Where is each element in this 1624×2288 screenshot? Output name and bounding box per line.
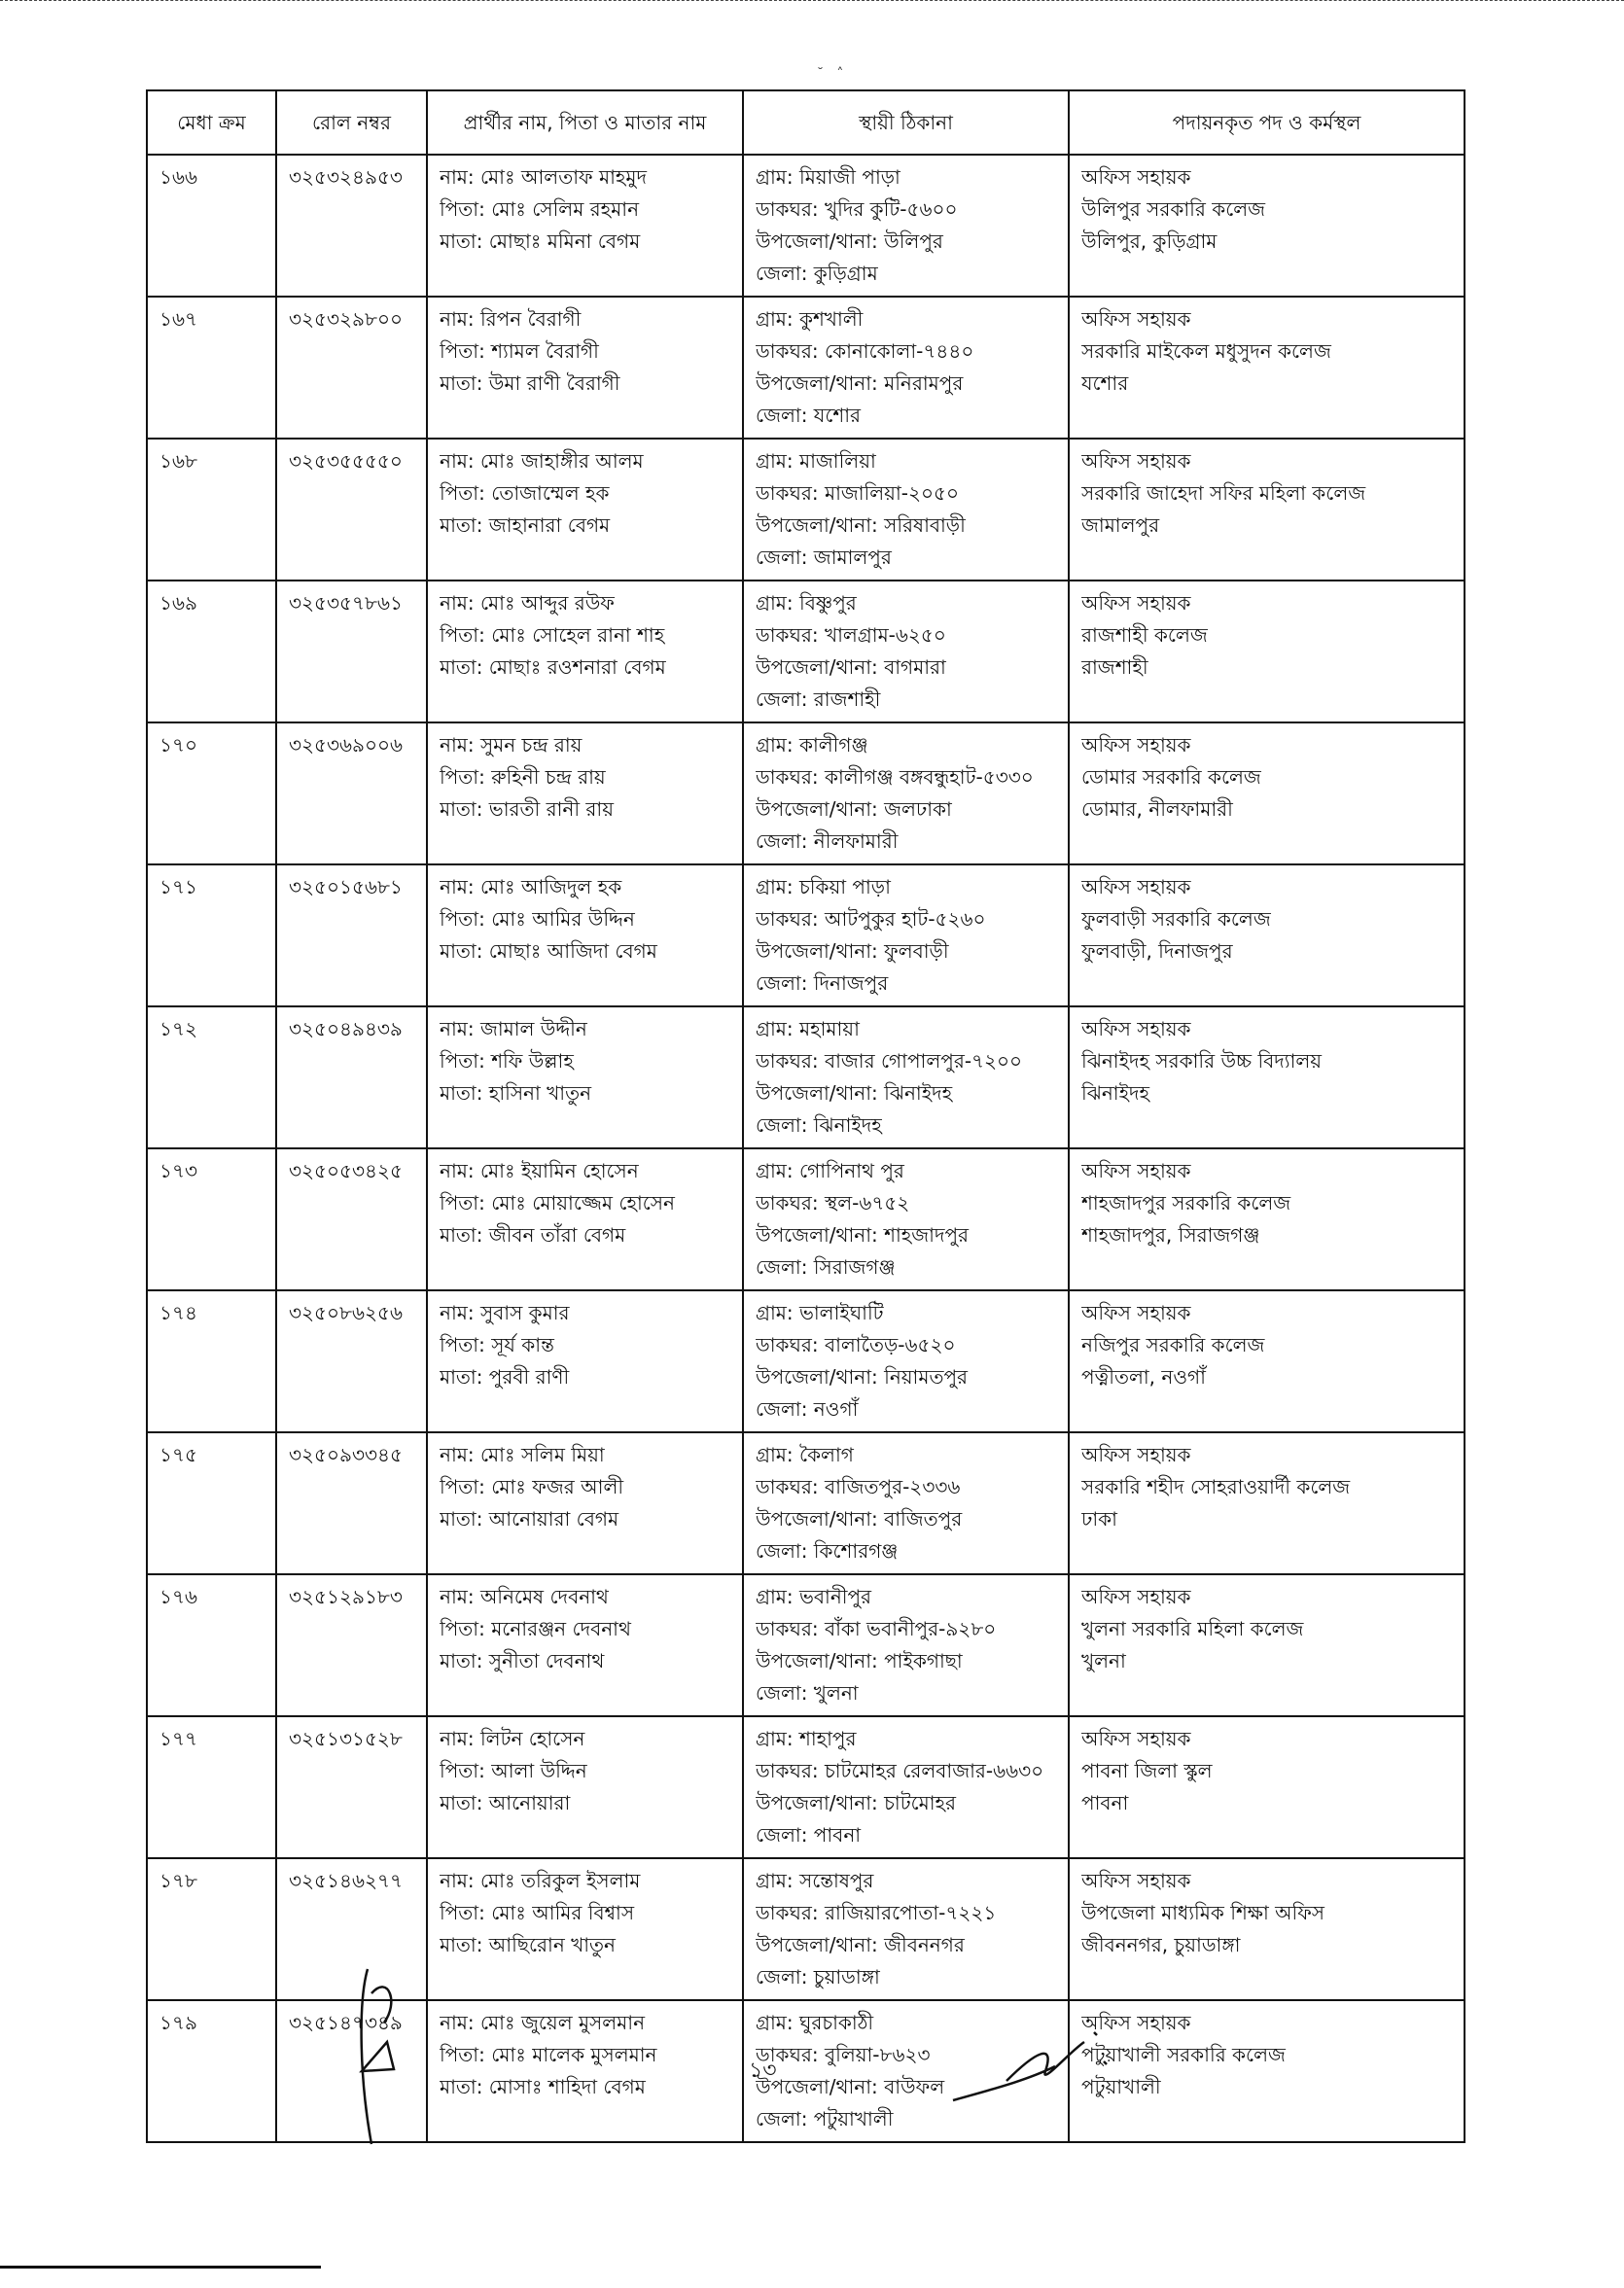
posting-line: অফিস সহায়ক	[1081, 591, 1191, 615]
posting-line: অফিস সহায়ক	[1081, 2011, 1191, 2034]
address-line: জেলা: দিনাজপুর	[756, 971, 889, 995]
name-cell	[427, 1574, 743, 1716]
name-line: নাম: মোঃ জাহাঙ্গীর আলম	[440, 449, 644, 473]
address-line: গ্রাম: কৈলাগ	[756, 1443, 854, 1466]
name-line: মাতা: আনোয়ারা বেগম	[440, 1507, 619, 1531]
posting-line: যশোর	[1081, 371, 1129, 395]
posting-cell	[1069, 439, 1465, 581]
roll-cell: ৩২৫৩৫৫৫৫০	[276, 439, 427, 581]
address-line: জেলা: নওগাঁ	[756, 1397, 859, 1421]
address-line: গ্রাম: মাজালিয়া	[756, 449, 876, 473]
posting-line: ঢাকা	[1081, 1507, 1117, 1531]
merit-cell: ১৭৯	[147, 2000, 276, 2142]
name-line: মাতা: আছিরোন খাতুন	[440, 1933, 616, 1956]
name-line: মাতা: উমা রাণী বৈরাগী	[440, 371, 620, 395]
posting-cell	[1069, 2000, 1465, 2142]
name-line: মাতা: জীবন তাঁরা বেগম	[440, 1223, 626, 1247]
name-line: নাম: সুমন চন্দ্র রায়	[440, 733, 583, 757]
name-line: পিতা: সূর্য কান্ত	[440, 1333, 554, 1356]
posting-line: সরকারি শহীদ সোহরাওয়ার্দী কলেজ	[1081, 1475, 1351, 1498]
posting-line: পটুয়াখালী	[1081, 2075, 1161, 2098]
name-line: পিতা: মোঃ সেলিম রহমান	[440, 197, 640, 221]
posting-line: রাজশাহী কলেজ	[1081, 623, 1208, 647]
roll-cell: ৩২৫৩২৯৮০০	[276, 297, 427, 439]
header-row	[147, 90, 1465, 155]
address-cell	[743, 1006, 1069, 1148]
address-line: জেলা: চুয়াডাঙ্গা	[756, 1965, 880, 1989]
posting-line: পটুয়াখালী সরকারি কলেজ	[1081, 2043, 1286, 2066]
posting-line: পাবনা জিলা স্কুল	[1081, 1759, 1213, 1782]
name-cell	[427, 1716, 743, 1858]
name-line: পিতা: মোঃ ফজর আলী	[440, 1475, 624, 1498]
address-line: জেলা: ঝিনাইদহ	[756, 1113, 882, 1137]
posting-cell	[1069, 1858, 1465, 2000]
address-cell	[743, 1290, 1069, 1432]
address-cell	[743, 1574, 1069, 1716]
posting-cell	[1069, 1290, 1465, 1432]
name-line: নাম: মোঃ জুয়েল মুসলমান	[440, 2011, 646, 2034]
merit-cell: ১৭৮	[147, 1858, 276, 2000]
posting-line: শাহজাদপুর সরকারি কলেজ	[1081, 1191, 1291, 1214]
posting-line: ডোমার, নীলফামারী	[1081, 797, 1233, 821]
header-address: স্থায়ী ঠিকানা	[743, 90, 1069, 155]
name-cell	[427, 155, 743, 297]
address-line: উপজেলা/থানা: বাগমারা	[756, 655, 946, 679]
address-line: ডাকঘর: কোনাকোলা-৭৪৪০	[756, 339, 974, 363]
roll-cell: ৩২৫০৪৯৪৩৯	[276, 1006, 427, 1148]
address-line: উপজেলা/থানা: শাহজাদপুর	[756, 1223, 970, 1247]
posting-line: উলিপুর সরকারি কলেজ	[1081, 197, 1266, 221]
signature-left	[350, 1964, 418, 2154]
address-cell	[743, 439, 1069, 581]
name-line: মাতা: ভারতী রানী রায়	[440, 797, 614, 821]
posting-line: ফুলবাড়ী সরকারি কলেজ	[1081, 907, 1271, 931]
address-line: উপজেলা/থানা: জীবননগর	[756, 1933, 965, 1956]
posting-line: শাহজাদপুর, সিরাজগঞ্জ	[1081, 1223, 1260, 1247]
name-line: মাতা: আনোয়ারা	[440, 1791, 571, 1814]
address-line: উপজেলা/থানা: সরিষাবাড়ী	[756, 513, 966, 537]
posting-line: খুলনা সরকারি মহিলা কলেজ	[1081, 1617, 1304, 1640]
name-line: নাম: মোঃ সলিম মিয়া	[440, 1443, 605, 1466]
table-row	[147, 1432, 1465, 1574]
address-line: উপজেলা/থানা: পাইকগাছা	[756, 1649, 963, 1672]
posting-line: জামালপুর	[1081, 513, 1160, 537]
posting-line: পাবনা	[1081, 1791, 1129, 1814]
merit-cell: ১৬৮	[147, 439, 276, 581]
scan-specks: ˘ ˄	[817, 66, 844, 82]
posting-line: অফিস সহায়ক	[1081, 1017, 1191, 1040]
address-line: গ্রাম: ভালাইঘাটি	[756, 1301, 884, 1324]
address-line: গ্রাম: গোপিনাথ পুর	[756, 1159, 904, 1182]
name-cell	[427, 439, 743, 581]
posting-line: সরকারি মাইকেল মধুসুদন কলেজ	[1081, 339, 1331, 363]
address-line: ডাকঘর: বাজার গোপালপুর-৭২০০	[756, 1049, 1023, 1073]
address-line: জেলা: পাবনা	[756, 1823, 862, 1847]
roll-cell: ৩২৫০১৫৬৮১	[276, 864, 427, 1006]
address-line: উপজেলা/থানা: জলঢাকা	[756, 797, 952, 821]
address-line: ডাকঘর: বুলিয়া-৮৬২৩	[756, 2043, 931, 2066]
address-line: ডাকঘর: চাটমোহর রেলবাজার-৬৬৩০	[756, 1759, 1044, 1782]
address-cell	[743, 581, 1069, 722]
name-line: মাতা: হাসিনা খাতুন	[440, 1081, 592, 1105]
posting-line: উলিপুর, কুড়িগ্রাম	[1081, 229, 1218, 253]
address-line: জেলা: যশোর	[756, 404, 861, 427]
name-line: মাতা: মোছাঃ আজিদা বেগম	[440, 939, 657, 963]
header-posting: পদায়নকৃত পদ ও কর্মস্থল	[1069, 90, 1465, 155]
posting-line: অফিস সহায়ক	[1081, 1869, 1191, 1892]
table-row	[147, 722, 1465, 864]
table-row	[147, 1148, 1465, 1290]
address-cell	[743, 864, 1069, 1006]
table-row	[147, 581, 1465, 722]
address-cell	[743, 722, 1069, 864]
name-line: মাতা: সুনীতা দেবনাথ	[440, 1649, 605, 1672]
posting-line: সরকারি জাহেদা সফির মহিলা কলেজ	[1081, 481, 1366, 505]
roll-cell: ৩২৫০৯৩৩৪৫	[276, 1432, 427, 1574]
posting-cell	[1069, 722, 1465, 864]
name-cell	[427, 1148, 743, 1290]
merit-cell: ১৭৬	[147, 1574, 276, 1716]
name-line: মাতা: জাহানারা বেগম	[440, 513, 611, 537]
roll-cell: ৩২৫৩৬৯০০৬	[276, 722, 427, 864]
address-line: ডাকঘর: বাঁকা ভবানীপুর-৯২৮০	[756, 1617, 997, 1640]
address-line: জেলা: খুলনা	[756, 1681, 859, 1705]
posting-line: অফিস সহায়ক	[1081, 449, 1191, 473]
roll-cell: ৩২৫১৪৬২৭৭	[276, 1858, 427, 2000]
address-line: গ্রাম: সন্তোষপুর	[756, 1869, 874, 1892]
address-cell	[743, 1716, 1069, 1858]
address-line: উপজেলা/থানা: চাটমোহর	[756, 1791, 957, 1814]
name-line: পিতা: মোঃ আমির উদ্দিন	[440, 907, 635, 931]
posting-line: নজিপুর সরকারি কলেজ	[1081, 1333, 1265, 1356]
name-line: নাম: মোঃ আলতাফ মাহমুদ	[440, 165, 648, 189]
address-line: ডাকঘর: মাজালিয়া-২০৫০	[756, 481, 959, 505]
name-line: পিতা: মোঃ মালেক মুসলমান	[440, 2043, 657, 2066]
header-name: প্রার্থীর নাম, পিতা ও মাতার নাম	[427, 90, 743, 155]
address-line: জেলা: নীলফামারী	[756, 829, 899, 853]
name-line: পিতা: মোঃ মোয়াজ্জেম হোসেন	[440, 1191, 675, 1214]
address-cell	[743, 1432, 1069, 1574]
table-row	[147, 1006, 1465, 1148]
posting-cell	[1069, 581, 1465, 722]
posting-cell	[1069, 1006, 1465, 1148]
merit-cell: ১৭৭	[147, 1716, 276, 1858]
posting-cell	[1069, 1716, 1465, 1858]
name-cell	[427, 1432, 743, 1574]
roll-cell: ৩২৫১৩১৫২৮	[276, 1716, 427, 1858]
candidate-table	[146, 89, 1465, 2143]
address-line: ডাকঘর: রাজিয়ারপোতা-৭২২১	[756, 1901, 997, 1924]
name-line: পিতা: মোঃ সোহেল রানা শাহ	[440, 623, 665, 647]
name-line: নাম: মোঃ ইয়ামিন হোসেন	[440, 1159, 639, 1182]
posting-line: অফিস সহায়ক	[1081, 1585, 1191, 1608]
posting-line: পত্নীতলা, নওগাঁ	[1081, 1365, 1206, 1389]
posting-line: অফিস সহায়ক	[1081, 1443, 1191, 1466]
posting-line: রাজশাহী	[1081, 655, 1148, 679]
address-line: গ্রাম: কুশখালী	[756, 307, 864, 331]
address-line: গ্রাম: মহামায়া	[756, 1017, 860, 1040]
address-cell	[743, 1148, 1069, 1290]
address-line: ডাকঘর: বাজিতপুর-২৩৩৬	[756, 1475, 961, 1498]
merit-cell: ১৬৬	[147, 155, 276, 297]
address-line: ডাকঘর: আটপুকুর হাট-৫২৬০	[756, 907, 986, 931]
roll-cell: ৩২৫৩২৪৯৫৩	[276, 155, 427, 297]
name-line: নাম: মোঃ আব্দুর রউফ	[440, 591, 615, 615]
address-line: উপজেলা/থানা: নিয়ামতপুর	[756, 1365, 969, 1389]
name-line: মাতা: মোছাঃ রওশনারা বেগম	[440, 655, 666, 679]
table-row	[147, 864, 1465, 1006]
table-row	[147, 1574, 1465, 1716]
posting-cell	[1069, 1574, 1465, 1716]
roll-cell: ৩২৫৩৫৭৮৬১	[276, 581, 427, 722]
address-cell	[743, 155, 1069, 297]
posting-line: ঝিনাইদহ সরকারি উচ্চ বিদ্যালয়	[1081, 1049, 1323, 1073]
name-line: নাম: মোঃ তরিকুল ইসলাম	[440, 1869, 641, 1892]
posting-line: অফিস সহায়ক	[1081, 733, 1191, 757]
posting-line: জীবননগর, চুয়াডাঙ্গা	[1081, 1933, 1241, 1956]
roll-cell: ৩২৫১২৯১৮৩	[276, 1574, 427, 1716]
address-line: ডাকঘর: কালীগঞ্জ বঙ্গবন্ধুহাট-৫৩৩০	[756, 765, 1034, 789]
name-line: পিতা: শফি উল্লাহ	[440, 1049, 574, 1073]
table-row	[147, 1290, 1465, 1432]
address-line: জেলা: সিরাজগঞ্জ	[756, 1255, 896, 1279]
name-cell	[427, 2000, 743, 2142]
address-line: ডাকঘর: বালাতৈড়-৬৫২০	[756, 1333, 956, 1356]
address-line: ডাকঘর: খুদির কুটি-৫৬০০	[756, 197, 958, 221]
name-line: মাতা: পুরবী রাণী	[440, 1365, 570, 1389]
name-line: পিতা: শ্যামল বৈরাগী	[440, 339, 599, 363]
posting-line: ঝিনাইদহ	[1081, 1081, 1150, 1105]
address-line: গ্রাম: কালীগঞ্জ	[756, 733, 868, 757]
posting-cell	[1069, 1148, 1465, 1290]
posting-cell	[1069, 297, 1465, 439]
table-row	[147, 297, 1465, 439]
name-line: নাম: মোঃ আজিদুল হক	[440, 875, 622, 898]
header-roll: রোল নম্বর	[276, 90, 427, 155]
scan-edge-bottom	[0, 2266, 321, 2274]
merit-cell: ১৭২	[147, 1006, 276, 1148]
posting-line: খুলনা	[1081, 1649, 1126, 1672]
name-cell	[427, 297, 743, 439]
name-line: মাতা: মোছাঃ মমিনা বেগম	[440, 229, 641, 253]
address-line: জেলা: কিশোরগঞ্জ	[756, 1539, 899, 1563]
name-cell	[427, 1858, 743, 2000]
name-line: পিতা: মনোরঞ্জন দেবনাথ	[440, 1617, 631, 1640]
posting-cell	[1069, 864, 1465, 1006]
posting-line: ডোমার সরকারি কলেজ	[1081, 765, 1261, 789]
page-number: ১৩	[749, 2059, 777, 2083]
name-line: পিতা: তোজাম্মেল হক	[440, 481, 610, 505]
posting-line: অফিস সহায়ক	[1081, 1727, 1191, 1750]
table-row	[147, 1858, 1465, 2000]
address-line: গ্রাম: বিষ্ণুপুর	[756, 591, 857, 615]
address-line: গ্রাম: মিয়াজী পাড়া	[756, 165, 900, 189]
table-row	[147, 439, 1465, 581]
table-row	[147, 155, 1465, 297]
scan-edge-top	[0, 0, 1624, 5]
address-cell	[743, 1858, 1069, 2000]
roll-cell: ৩২৫১৪৭৩৪৯	[276, 2000, 427, 2142]
posting-line: অফিস সহায়ক	[1081, 875, 1191, 898]
merit-cell: ১৬৭	[147, 297, 276, 439]
roll-cell: ৩২৫০৫৩৪২৫	[276, 1148, 427, 1290]
name-line: পিতা: মোঃ আমির বিশ্বাস	[440, 1901, 635, 1924]
address-line: গ্রাম: ভবানীপুর	[756, 1585, 872, 1608]
address-line: গ্রাম: শাহাপুর	[756, 1727, 857, 1750]
table-row	[147, 1716, 1465, 1858]
posting-line: উপজেলা মাধ্যমিক শিক্ষা অফিস	[1081, 1901, 1325, 1924]
name-line: নাম: সুবাস কুমার	[440, 1301, 570, 1324]
name-cell	[427, 1006, 743, 1148]
address-line: উপজেলা/থানা: ঝিনাইদহ	[756, 1081, 953, 1105]
header-merit: মেধা ক্রম	[147, 90, 276, 155]
merit-cell: ১৭৫	[147, 1432, 276, 1574]
name-line: নাম: জামাল উদ্দীন	[440, 1017, 587, 1040]
merit-cell: ১৬৯	[147, 581, 276, 722]
name-cell	[427, 581, 743, 722]
name-line: পিতা: আলা উদ্দিন	[440, 1759, 587, 1782]
posting-line: ফুলবাড়ী, দিনাজপুর	[1081, 939, 1233, 963]
merit-cell: ১৭১	[147, 864, 276, 1006]
address-line: উপজেলা/থানা: বাউফল	[756, 2075, 945, 2098]
name-line: নাম: লিটন হোসেন	[440, 1727, 585, 1750]
address-line: জেলা: পটুয়াখালী	[756, 2107, 894, 2130]
posting-cell	[1069, 1432, 1465, 1574]
merit-cell: ১৭৪	[147, 1290, 276, 1432]
name-cell	[427, 864, 743, 1006]
roll-cell: ৩২৫০৮৬২৫৬	[276, 1290, 427, 1432]
posting-line: অফিস সহায়ক	[1081, 1301, 1191, 1324]
address-line: জেলা: জামালপুর	[756, 546, 892, 569]
address-line: জেলা: রাজশাহী	[756, 687, 881, 711]
name-line: নাম: অনিমেষ দেবনাথ	[440, 1585, 609, 1608]
posting-line: অফিস সহায়ক	[1081, 307, 1191, 331]
merit-cell: ১৭৩	[147, 1148, 276, 1290]
address-line: উপজেলা/থানা: ফুলবাড়ী	[756, 939, 949, 963]
name-cell	[427, 722, 743, 864]
address-line: ডাকঘর: স্থল-৬৭৫২	[756, 1191, 910, 1214]
address-cell	[743, 297, 1069, 439]
address-line: উপজেলা/থানা: বাজিতপুর	[756, 1507, 963, 1531]
address-line: উপজেলা/থানা: মনিরামপুর	[756, 371, 964, 395]
name-line: নাম: রিপন বৈরাগী	[440, 307, 582, 331]
signature-right	[948, 2023, 1123, 2115]
table-row	[147, 2000, 1465, 2142]
posting-line: অফিস সহায়ক	[1081, 165, 1191, 189]
address-line: ডাকঘর: খালগ্রাম-৬২৫০	[756, 623, 946, 647]
address-line: গ্রাম: ঘুরচাকাঠী	[756, 2011, 874, 2034]
address-line: উপজেলা/থানা: উলিপুর	[756, 229, 943, 253]
name-line: মাতা: মোসাঃ শাহিদা বেগম	[440, 2075, 646, 2098]
merit-cell: ১৭০	[147, 722, 276, 864]
address-line: জেলা: কুড়িগ্রাম	[756, 262, 878, 285]
posting-cell	[1069, 155, 1465, 297]
name-line: পিতা: রুহিনী চন্দ্র রায়	[440, 765, 606, 789]
name-cell	[427, 1290, 743, 1432]
address-line: গ্রাম: চকিয়া পাড়া	[756, 875, 891, 898]
posting-line: অফিস সহায়ক	[1081, 1159, 1191, 1182]
